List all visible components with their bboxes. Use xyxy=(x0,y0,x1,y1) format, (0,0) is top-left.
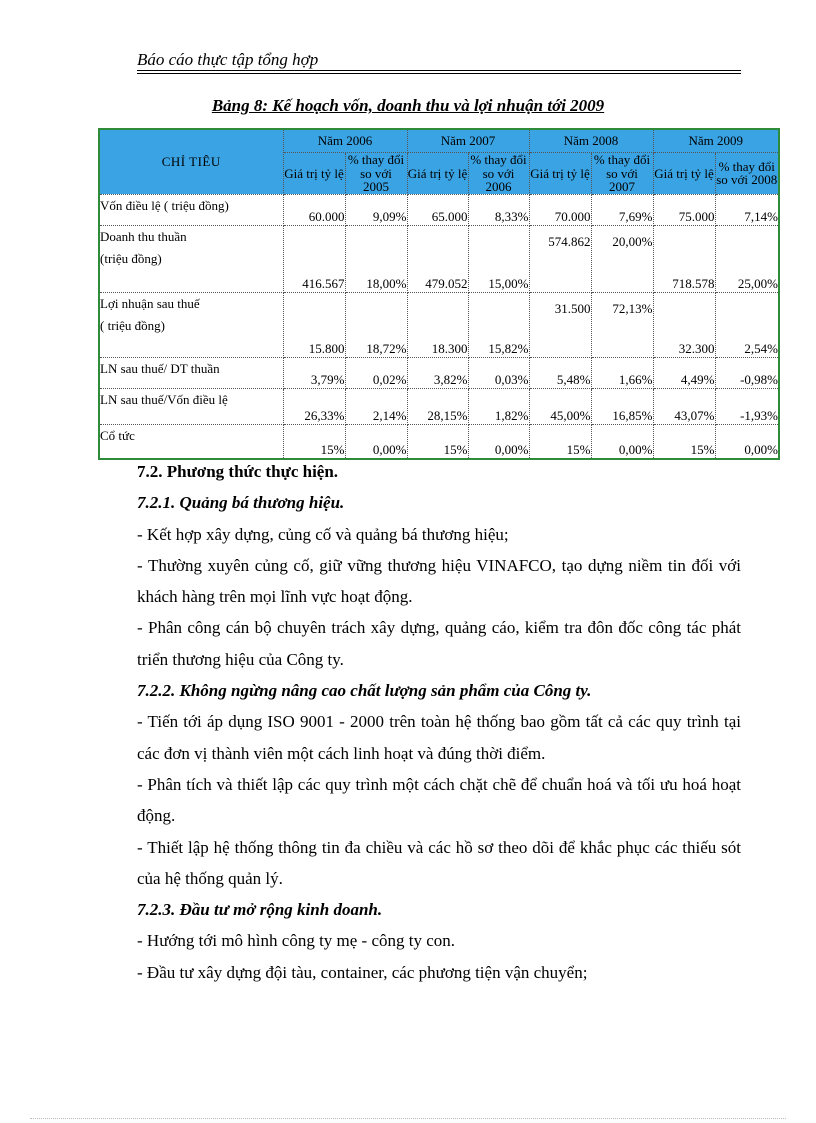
table-cell: 479.052 xyxy=(407,225,468,292)
table-cell: 60.000 xyxy=(283,194,345,225)
table-title: Bảng 8: Kế hoạch vốn, doanh thu và lợi nhuận tới 2009 xyxy=(211,96,605,115)
table-cell: 20,00% xyxy=(591,225,653,292)
table-cell: 45,00% xyxy=(529,388,591,424)
body-text xyxy=(137,456,741,988)
table-row xyxy=(99,424,779,459)
table-cell: 0,00% xyxy=(591,424,653,459)
table-cell: 15,00% xyxy=(468,225,529,292)
indicator-header: CHỈ TIÊU xyxy=(99,129,283,194)
table-cell: 0,03% xyxy=(468,357,529,388)
table-cell: 7,69% xyxy=(591,194,653,225)
value-header: Giá trị tỷ lệ xyxy=(283,153,345,195)
table-cell: 2,14% xyxy=(345,388,407,424)
value-header: Giá trị tỷ lệ xyxy=(529,153,591,195)
table-row xyxy=(99,357,779,388)
table-cell: 0,00% xyxy=(468,424,529,459)
table-cell: 15.800 xyxy=(283,292,345,357)
year-header: Năm 2006 xyxy=(283,129,407,153)
table-cell: 8,33% xyxy=(468,194,529,225)
table-cell: 1,66% xyxy=(591,357,653,388)
table-cell: 43,07% xyxy=(653,388,715,424)
table-cell: 65.000 xyxy=(407,194,468,225)
table-cell: 15% xyxy=(529,424,591,459)
row-label: Doanh thu thuần (triệu đồng) xyxy=(99,225,283,292)
paragraph: - Hướng tới mô hình công ty mẹ - công ty con. xyxy=(137,931,456,951)
table-cell: 718.578 xyxy=(653,225,715,292)
row-label: Cổ tức xyxy=(99,424,283,459)
subsection-heading: 7.2.3. Đầu tư mở rộng kinh doanh. xyxy=(137,900,383,920)
value-header: Giá trị tỷ lệ xyxy=(407,153,468,195)
table-cell: 0,00% xyxy=(345,424,407,459)
table-cell: 31.500 xyxy=(529,292,591,357)
table-cell: 18,72% xyxy=(345,292,407,357)
row-label: Lợi nhuận sau thuế ( triệu đồng) xyxy=(99,292,283,357)
change-header: % thay đổi so với 2008 xyxy=(715,153,779,195)
table-cell: 1,82% xyxy=(468,388,529,424)
year-header: Năm 2008 xyxy=(529,129,653,153)
plan-table xyxy=(98,128,780,460)
page-bottom-rule xyxy=(30,1118,786,1119)
table-cell: 15% xyxy=(283,424,345,459)
table-row xyxy=(99,225,779,292)
table-cell: 18,00% xyxy=(345,225,407,292)
table-cell: 15% xyxy=(653,424,715,459)
row-label: LN sau thuế/ DT thuần xyxy=(99,357,283,388)
value-header: Giá trị tỷ lệ xyxy=(653,153,715,195)
table-cell: 75.000 xyxy=(653,194,715,225)
table-cell: 15% xyxy=(407,424,468,459)
table-cell: 0,00% xyxy=(715,424,779,459)
table-row xyxy=(99,292,779,357)
table-cell: 18.300 xyxy=(407,292,468,357)
row-label: Vốn điều lệ ( triệu đồng) xyxy=(99,194,283,225)
change-header: % thay đổi so với 2006 xyxy=(468,153,529,195)
table-cell: 574.862 xyxy=(529,225,591,292)
table-cell: 4,49% xyxy=(653,357,715,388)
table-cell: 28,15% xyxy=(407,388,468,424)
table-cell: 16,85% xyxy=(591,388,653,424)
header-rule xyxy=(137,70,741,71)
table-cell: 72,13% xyxy=(591,292,653,357)
table-cell: 26,33% xyxy=(283,388,345,424)
table-cell: 7,14% xyxy=(715,194,779,225)
subsection-heading: 7.2.1. Quảng bá thương hiệu. xyxy=(137,493,345,513)
header-rule-double xyxy=(137,73,741,74)
table-cell: 25,00% xyxy=(715,225,779,292)
table-cell: 32.300 xyxy=(653,292,715,357)
table-cell: -0,98% xyxy=(715,357,779,388)
table-cell: 70.000 xyxy=(529,194,591,225)
table-cell: 2,54% xyxy=(715,292,779,357)
paragraph: - Thường xuyên củng cố, giữ vững thương hiệu VINAFCO, tạo dựng niềm tin đối với khách hàng trên mọi lĩnh vực hoạt động. xyxy=(137,555,741,607)
change-header: % thay đổi so với 2007 xyxy=(591,153,653,195)
page-header: Báo cáo thực tập tổng hợp xyxy=(137,50,319,69)
table-cell: 0,02% xyxy=(345,357,407,388)
table-cell: 9,09% xyxy=(345,194,407,225)
section-heading: 7.2. Phương thức thực hiện. xyxy=(137,462,339,481)
row-label: LN sau thuế/Vốn điều lệ xyxy=(99,388,283,424)
paragraph: - Kết hợp xây dựng, củng cố và quảng bá thương hiệu; xyxy=(137,524,509,544)
table-cell: -1,93% xyxy=(715,388,779,424)
year-header: Năm 2007 xyxy=(407,129,529,153)
table-cell: 15,82% xyxy=(468,292,529,357)
table-cell: 3,79% xyxy=(283,357,345,388)
paragraph: - Phân tích và thiết lập các quy trình một cách chặt chẽ để chuẩn hoá và tối ưu hoá hoạt động. xyxy=(137,774,741,826)
table-cell: 416.567 xyxy=(283,225,345,292)
change-header: % thay đổi so với 2005 xyxy=(345,153,407,195)
table-row xyxy=(99,194,779,225)
paragraph: - Phân công cán bộ chuyên trách xây dựng, quảng cáo, kiểm tra đôn đốc công tác phát triển thương hiệu của Công ty. xyxy=(137,618,741,669)
paragraph: - Đầu tư xây dựng đội tàu, container, các phương tiện vận chuyển; xyxy=(137,962,588,982)
subsection-heading: 7.2.2. Không ngừng nâng cao chất lượng sản phẩm của Công ty. xyxy=(137,681,592,701)
table-cell: 3,82% xyxy=(407,357,468,388)
year-header: Năm 2009 xyxy=(653,129,779,153)
table-cell: 5,48% xyxy=(529,357,591,388)
table-row xyxy=(99,388,779,424)
paragraph: - Thiết lập hệ thống thông tin đa chiều và các hồ sơ theo dõi để khắc phục các thiếu sót của hệ thống quản lý. xyxy=(137,837,741,888)
paragraph: - Tiến tới áp dụng ISO 9001 - 2000 trên toàn hệ thống bao gồm tất cả các quy trình tại các đơn vị thành viên một cách linh hoạt và đúng thời điểm. xyxy=(137,712,741,763)
